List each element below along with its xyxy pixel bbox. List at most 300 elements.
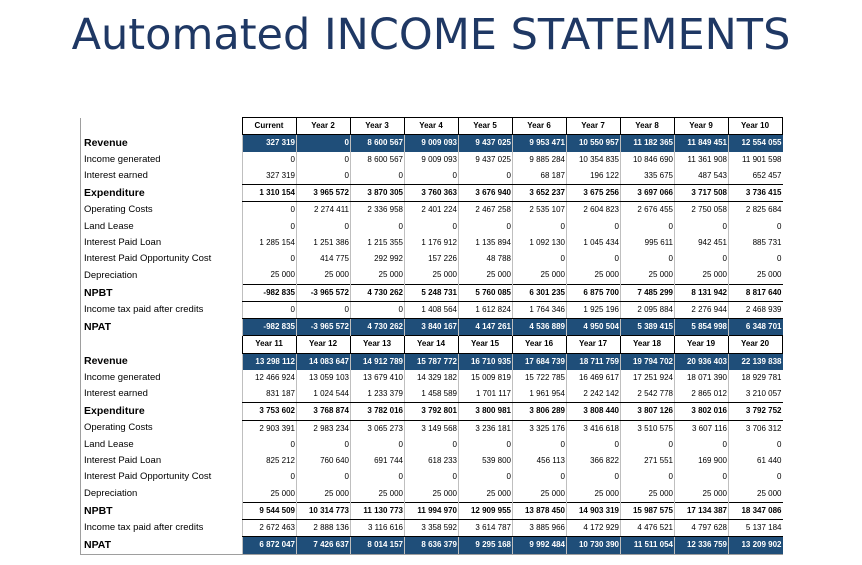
column-header: Year 3 [351, 118, 405, 135]
value-cell: 12 909 955 [459, 502, 513, 519]
row-label: Interest Paid Loan [81, 235, 243, 251]
column-header: Year 9 [675, 118, 729, 135]
row-label: Land Lease [81, 437, 243, 453]
value-cell: 0 [405, 219, 459, 235]
value-cell: 0 [405, 469, 459, 485]
row-interest-earned [81, 386, 783, 403]
value-cell: 3 706 312 [729, 420, 783, 437]
value-cell: 3 325 176 [513, 420, 567, 437]
value-cell: 3 697 066 [621, 185, 675, 202]
value-cell: 1 925 196 [567, 301, 621, 318]
value-cell: 0 [297, 135, 351, 152]
value-cell: 0 [675, 437, 729, 453]
row-interest-paid-opportunity-cost [81, 251, 783, 267]
value-cell: 4 536 889 [513, 319, 567, 336]
value-cell: 1 092 130 [513, 235, 567, 251]
value-cell: 0 [675, 469, 729, 485]
value-cell: 22 139 838 [729, 353, 783, 370]
value-cell: 4 147 261 [459, 319, 513, 336]
row-revenue [81, 135, 783, 152]
row-label: NPAT [81, 537, 243, 554]
row-expenditure [81, 185, 783, 202]
value-cell: 6 872 047 [243, 537, 297, 554]
value-cell: 25 000 [405, 267, 459, 284]
column-header: Year 13 [351, 336, 405, 353]
value-cell: 2 467 258 [459, 202, 513, 219]
row-label: NPBT [81, 284, 243, 301]
value-cell: 8 636 379 [405, 537, 459, 554]
value-cell: 5 137 184 [729, 520, 783, 537]
row-interest-paid-loan [81, 453, 783, 469]
value-cell: 618 233 [405, 453, 459, 469]
value-cell: 25 000 [459, 486, 513, 503]
value-cell: 2 903 391 [243, 420, 297, 437]
value-cell: 2 865 012 [675, 386, 729, 403]
value-cell: 4 172 929 [567, 520, 621, 537]
row-label: Expenditure [81, 403, 243, 420]
value-cell: 14 903 319 [567, 502, 621, 519]
row-label: Operating Costs [81, 420, 243, 437]
column-header: Year 10 [729, 118, 783, 135]
value-cell: 25 000 [351, 486, 405, 503]
row-label: Revenue [81, 135, 243, 152]
row-label: Interest Paid Opportunity Cost [81, 251, 243, 267]
value-cell: 3 792 752 [729, 403, 783, 420]
value-cell: 9 009 093 [405, 135, 459, 152]
row-interest-earned [81, 168, 783, 185]
value-cell: 18 347 086 [729, 502, 783, 519]
column-header: Year 5 [459, 118, 513, 135]
value-cell: 0 [351, 301, 405, 318]
row-expenditure [81, 403, 783, 420]
row-label: Income generated [81, 370, 243, 386]
value-cell: 4 730 262 [351, 284, 405, 301]
value-cell: 18 929 781 [729, 370, 783, 386]
value-cell: 2 542 778 [621, 386, 675, 403]
value-cell: 271 551 [621, 453, 675, 469]
value-cell: 3 782 016 [351, 403, 405, 420]
value-cell: 2 604 823 [567, 202, 621, 219]
value-cell: 3 676 940 [459, 185, 513, 202]
row-income-generated [81, 370, 783, 386]
value-cell: 15 009 819 [459, 370, 513, 386]
value-cell: 3 116 616 [351, 520, 405, 537]
value-cell: 0 [621, 469, 675, 485]
value-cell: 11 994 970 [405, 502, 459, 519]
value-cell: 0 [675, 219, 729, 235]
value-cell: 13 298 112 [243, 353, 297, 370]
value-cell: 9 992 484 [513, 537, 567, 554]
value-cell: 1 135 894 [459, 235, 513, 251]
column-header: Year 6 [513, 118, 567, 135]
column-header: Year 19 [675, 336, 729, 353]
value-cell: 13 679 410 [351, 370, 405, 386]
value-cell: 7 426 637 [297, 537, 351, 554]
value-cell: 15 987 575 [621, 502, 675, 519]
row-label: Income tax paid after credits [81, 301, 243, 318]
value-cell: 25 000 [675, 267, 729, 284]
value-cell: 0 [351, 219, 405, 235]
value-cell: 4 797 628 [675, 520, 729, 537]
value-cell: 0 [297, 152, 351, 168]
row-land-lease [81, 437, 783, 453]
value-cell: 0 [729, 251, 783, 267]
value-cell: -3 965 572 [297, 319, 351, 336]
value-cell: 0 [243, 301, 297, 318]
column-header: Year 20 [729, 336, 783, 353]
value-cell: 3 065 273 [351, 420, 405, 437]
value-cell: 3 840 167 [405, 319, 459, 336]
value-cell: 3 236 181 [459, 420, 513, 437]
value-cell: 11 182 365 [621, 135, 675, 152]
value-cell: 5 760 085 [459, 284, 513, 301]
value-cell: 14 912 789 [351, 353, 405, 370]
value-cell: 3 149 568 [405, 420, 459, 437]
column-header: Year 12 [297, 336, 351, 353]
value-cell: 9 953 471 [513, 135, 567, 152]
value-cell: 0 [729, 469, 783, 485]
column-header: Year 4 [405, 118, 459, 135]
value-cell: 5 854 998 [675, 319, 729, 336]
row-interest-paid-loan [81, 235, 783, 251]
value-cell: 4 950 504 [567, 319, 621, 336]
value-cell: 2 336 958 [351, 202, 405, 219]
value-cell: 3 416 618 [567, 420, 621, 437]
value-cell: 25 000 [729, 486, 783, 503]
column-header: Year 14 [405, 336, 459, 353]
value-cell: 10 846 690 [621, 152, 675, 168]
value-cell: 0 [621, 437, 675, 453]
column-header: Year 8 [621, 118, 675, 135]
value-cell: 0 [297, 168, 351, 185]
value-cell: 5 389 415 [621, 319, 675, 336]
column-header: Current [243, 118, 297, 135]
row-npbt [81, 284, 783, 301]
value-cell: 327 319 [243, 168, 297, 185]
value-cell: 3 760 363 [405, 185, 459, 202]
value-cell: 11 130 773 [351, 502, 405, 519]
value-cell: 4 730 262 [351, 319, 405, 336]
row-interest-paid-opportunity-cost [81, 469, 783, 485]
value-cell: 0 [405, 437, 459, 453]
value-cell: 16 710 935 [459, 353, 513, 370]
value-cell: 652 457 [729, 168, 783, 185]
value-cell: 7 485 299 [621, 284, 675, 301]
value-cell: 0 [567, 469, 621, 485]
value-cell: 1 612 824 [459, 301, 513, 318]
value-cell: 1 215 355 [351, 235, 405, 251]
value-cell: 1 701 117 [459, 386, 513, 403]
value-cell: 61 440 [729, 453, 783, 469]
column-header: Year 15 [459, 336, 513, 353]
value-cell: 0 [243, 437, 297, 453]
value-cell: 20 936 403 [675, 353, 729, 370]
value-cell: 1 176 912 [405, 235, 459, 251]
value-cell: 11 361 908 [675, 152, 729, 168]
value-cell: 13 059 103 [297, 370, 351, 386]
value-cell: 3 736 415 [729, 185, 783, 202]
value-cell: 2 276 944 [675, 301, 729, 318]
value-cell: 0 [675, 251, 729, 267]
value-cell: 3 675 256 [567, 185, 621, 202]
value-cell: 3 210 057 [729, 386, 783, 403]
row-depreciation [81, 267, 783, 284]
value-cell: 4 476 521 [621, 520, 675, 537]
value-cell: -982 835 [243, 284, 297, 301]
value-cell: 3 607 116 [675, 420, 729, 437]
value-cell: 9 009 093 [405, 152, 459, 168]
row-income-tax-paid-after-credits [81, 301, 783, 318]
value-cell: 2 535 107 [513, 202, 567, 219]
value-cell: -3 965 572 [297, 284, 351, 301]
value-cell: 25 000 [621, 486, 675, 503]
value-cell: 0 [297, 437, 351, 453]
value-cell: 6 301 235 [513, 284, 567, 301]
value-cell: 25 000 [621, 267, 675, 284]
value-cell: 760 640 [297, 453, 351, 469]
value-cell: 25 000 [243, 267, 297, 284]
value-cell: 0 [351, 168, 405, 185]
value-cell: 25 000 [405, 486, 459, 503]
header-row [81, 336, 783, 353]
value-cell: 2 095 884 [621, 301, 675, 318]
value-cell: 8 817 640 [729, 284, 783, 301]
row-label: Interest Paid Opportunity Cost [81, 469, 243, 485]
value-cell: 691 744 [351, 453, 405, 469]
value-cell: 1 764 346 [513, 301, 567, 318]
value-cell: 14 329 182 [405, 370, 459, 386]
value-cell: 0 [567, 437, 621, 453]
column-header: Year 7 [567, 118, 621, 135]
row-label: Depreciation [81, 486, 243, 503]
value-cell: 1 233 379 [351, 386, 405, 403]
value-cell: 6 348 701 [729, 319, 783, 336]
value-cell: 2 888 136 [297, 520, 351, 537]
value-cell: 1 408 564 [405, 301, 459, 318]
header-label-cell [81, 336, 243, 353]
income-statement-table [80, 117, 783, 555]
value-cell: -982 835 [243, 319, 297, 336]
value-cell: 0 [459, 469, 513, 485]
value-cell: 48 788 [459, 251, 513, 267]
value-cell: 995 611 [621, 235, 675, 251]
value-cell: 3 614 787 [459, 520, 513, 537]
value-cell: 0 [621, 219, 675, 235]
value-cell: 1 251 386 [297, 235, 351, 251]
value-cell: 0 [243, 469, 297, 485]
value-cell: 11 511 054 [621, 537, 675, 554]
value-cell: 2 672 463 [243, 520, 297, 537]
value-cell: 3 870 305 [351, 185, 405, 202]
value-cell: 0 [729, 437, 783, 453]
value-cell: 0 [297, 301, 351, 318]
value-cell: 3 753 602 [243, 403, 297, 420]
value-cell: 17 684 739 [513, 353, 567, 370]
value-cell: 12 554 055 [729, 135, 783, 152]
value-cell: 0 [567, 251, 621, 267]
row-depreciation [81, 486, 783, 503]
value-cell: 157 226 [405, 251, 459, 267]
value-cell: 0 [243, 152, 297, 168]
value-cell: 3 965 572 [297, 185, 351, 202]
value-cell: 1 285 154 [243, 235, 297, 251]
value-cell: 25 000 [513, 267, 567, 284]
column-header: Year 2 [297, 118, 351, 135]
row-label: Interest Paid Loan [81, 453, 243, 469]
value-cell: 335 675 [621, 168, 675, 185]
value-cell: 0 [459, 219, 513, 235]
row-npat [81, 537, 783, 554]
value-cell: 25 000 [243, 486, 297, 503]
value-cell: 2 274 411 [297, 202, 351, 219]
value-cell: 3 807 126 [621, 403, 675, 420]
value-cell: 2 676 455 [621, 202, 675, 219]
value-cell: 414 775 [297, 251, 351, 267]
value-cell: 0 [351, 469, 405, 485]
value-cell: 196 122 [567, 168, 621, 185]
value-cell: 25 000 [351, 267, 405, 284]
value-cell: 0 [243, 251, 297, 267]
row-label: Revenue [81, 353, 243, 370]
row-label: Interest earned [81, 386, 243, 403]
row-operating-costs [81, 202, 783, 219]
value-cell: 25 000 [297, 486, 351, 503]
row-label: Land Lease [81, 219, 243, 235]
row-label: Depreciation [81, 267, 243, 284]
value-cell: 13 878 450 [513, 502, 567, 519]
value-cell: 2 750 058 [675, 202, 729, 219]
value-cell: 11 849 451 [675, 135, 729, 152]
value-cell: 3 768 874 [297, 403, 351, 420]
value-cell: 831 187 [243, 386, 297, 403]
value-cell: 3 792 801 [405, 403, 459, 420]
value-cell: 16 469 617 [567, 370, 621, 386]
row-revenue [81, 353, 783, 370]
row-label: Income tax paid after credits [81, 520, 243, 537]
value-cell: 3 802 016 [675, 403, 729, 420]
value-cell: 0 [243, 202, 297, 219]
row-label: Expenditure [81, 185, 243, 202]
value-cell: 2 401 224 [405, 202, 459, 219]
value-cell: 25 000 [675, 486, 729, 503]
column-header: Year 18 [621, 336, 675, 353]
value-cell: 3 806 289 [513, 403, 567, 420]
value-cell: 0 [513, 251, 567, 267]
value-cell: 1 961 954 [513, 386, 567, 403]
value-cell: 19 794 702 [621, 353, 675, 370]
row-label: Income generated [81, 152, 243, 168]
value-cell: 25 000 [459, 267, 513, 284]
page-title: Automated INCOME STATEMENTS [71, 10, 791, 60]
value-cell: 10 550 957 [567, 135, 621, 152]
column-header: Year 16 [513, 336, 567, 353]
value-cell: 0 [513, 219, 567, 235]
value-cell: 942 451 [675, 235, 729, 251]
value-cell: 539 800 [459, 453, 513, 469]
value-cell: 0 [351, 437, 405, 453]
value-cell: 2 825 684 [729, 202, 783, 219]
value-cell: 885 731 [729, 235, 783, 251]
value-cell: 327 319 [243, 135, 297, 152]
value-cell: 0 [297, 219, 351, 235]
value-cell: 3 885 966 [513, 520, 567, 537]
value-cell: 3 800 981 [459, 403, 513, 420]
value-cell: 0 [297, 469, 351, 485]
value-cell: 8 014 157 [351, 537, 405, 554]
value-cell: 3 717 508 [675, 185, 729, 202]
value-cell: 825 212 [243, 453, 297, 469]
row-income-generated [81, 152, 783, 168]
value-cell: 3 652 237 [513, 185, 567, 202]
value-cell: 9 885 284 [513, 152, 567, 168]
value-cell: 8 600 567 [351, 135, 405, 152]
value-cell: 3 358 592 [405, 520, 459, 537]
value-cell: 25 000 [567, 486, 621, 503]
value-cell: 15 787 772 [405, 353, 459, 370]
value-cell: 8 131 942 [675, 284, 729, 301]
row-npbt [81, 502, 783, 519]
value-cell: 0 [243, 219, 297, 235]
row-label: Operating Costs [81, 202, 243, 219]
row-label: NPAT [81, 319, 243, 336]
value-cell: 456 113 [513, 453, 567, 469]
value-cell: 18 711 759 [567, 353, 621, 370]
value-cell: 292 992 [351, 251, 405, 267]
value-cell: 17 134 387 [675, 502, 729, 519]
value-cell: 3 808 440 [567, 403, 621, 420]
value-cell: 1 024 544 [297, 386, 351, 403]
value-cell: 6 875 700 [567, 284, 621, 301]
value-cell: 1 310 154 [243, 185, 297, 202]
column-header: Year 11 [243, 336, 297, 353]
value-cell: 13 209 902 [729, 537, 783, 554]
value-cell: 1 045 434 [567, 235, 621, 251]
value-cell: 0 [567, 219, 621, 235]
value-cell: 9 437 025 [459, 152, 513, 168]
value-cell: 2 983 234 [297, 420, 351, 437]
value-cell: 14 083 647 [297, 353, 351, 370]
value-cell: 0 [729, 219, 783, 235]
value-cell: 2 468 939 [729, 301, 783, 318]
row-label: NPBT [81, 502, 243, 519]
value-cell: 15 722 785 [513, 370, 567, 386]
value-cell: 487 543 [675, 168, 729, 185]
value-cell: 25 000 [729, 267, 783, 284]
row-land-lease [81, 219, 783, 235]
value-cell: 0 [513, 437, 567, 453]
value-cell: 3 510 575 [621, 420, 675, 437]
value-cell: 25 000 [513, 486, 567, 503]
value-cell: 9 295 168 [459, 537, 513, 554]
value-cell: 9 437 025 [459, 135, 513, 152]
value-cell: 2 242 142 [567, 386, 621, 403]
value-cell: 0 [513, 469, 567, 485]
value-cell: 366 822 [567, 453, 621, 469]
value-cell: 25 000 [297, 267, 351, 284]
value-cell: 25 000 [567, 267, 621, 284]
value-cell: 17 251 924 [621, 370, 675, 386]
value-cell: 0 [459, 168, 513, 185]
row-label: Interest earned [81, 168, 243, 185]
value-cell: 12 466 924 [243, 370, 297, 386]
value-cell: 10 730 390 [567, 537, 621, 554]
value-cell: 11 901 598 [729, 152, 783, 168]
value-cell: 9 544 509 [243, 502, 297, 519]
value-cell: 0 [621, 251, 675, 267]
value-cell: 18 071 390 [675, 370, 729, 386]
header-label-cell [81, 118, 243, 135]
value-cell: 12 336 759 [675, 537, 729, 554]
